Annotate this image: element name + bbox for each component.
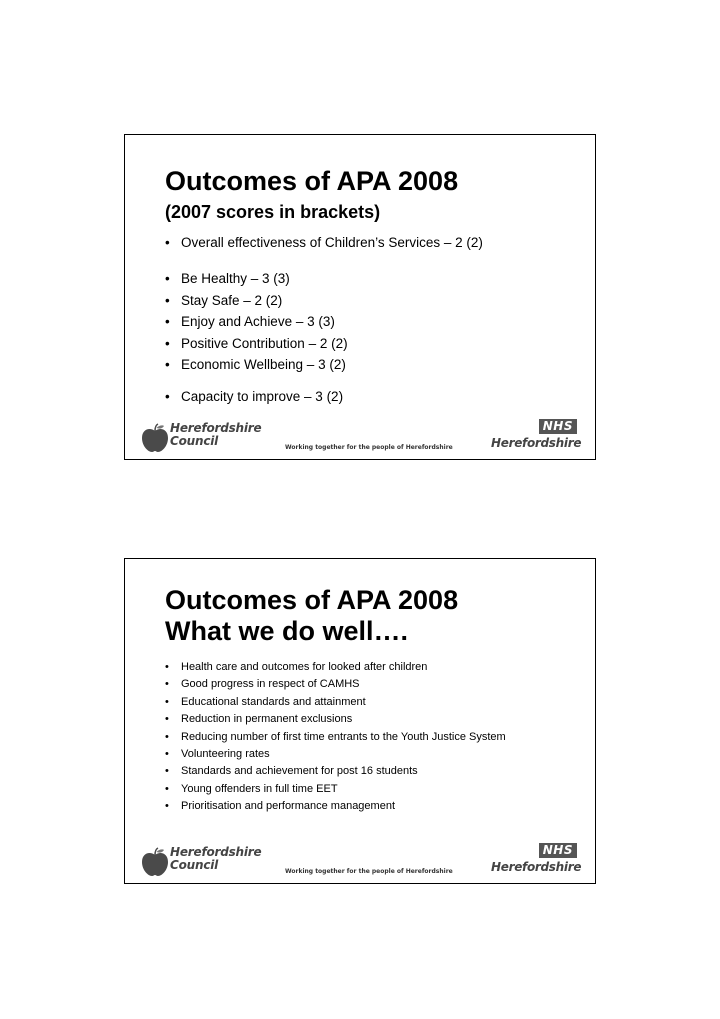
herefordshire-council-logo bbox=[141, 843, 261, 877]
list-item: • Prioritisation and performance management bbox=[165, 798, 506, 815]
slide-title-line1: Outcomes of APA 2008 bbox=[165, 585, 459, 615]
list-item: • Young offenders in full time EET bbox=[165, 781, 506, 798]
list-item: • Capacity to improve – 3 (2) bbox=[165, 389, 343, 405]
bullet-list bbox=[165, 235, 483, 251]
list-item: • Good progress in respect of CAMHS bbox=[165, 676, 506, 693]
slide-title-line2: What we do well…. bbox=[165, 616, 409, 646]
list-item: • Reduction in permanent exclusions bbox=[165, 711, 506, 728]
slide-footer bbox=[125, 409, 595, 459]
footer-tagline: Working together for the people of Herefordshire bbox=[285, 444, 453, 451]
council-name-line1: Herefordshire bbox=[170, 845, 262, 859]
slide-title: Outcomes of APA 2008 bbox=[165, 166, 459, 196]
slide-2 bbox=[124, 558, 596, 884]
council-name-line2: Council bbox=[170, 434, 219, 448]
nhs-trust-name: Herefordshire bbox=[491, 860, 582, 874]
list-item: • Enjoy and Achieve – 3 (3) bbox=[165, 314, 348, 336]
nhs-logo bbox=[491, 841, 582, 877]
slide-1 bbox=[124, 134, 596, 460]
list-item: • Positive Contribution – 2 (2) bbox=[165, 336, 348, 358]
bullet-list bbox=[165, 389, 343, 405]
council-name-line2: Council bbox=[170, 858, 219, 872]
list-item: • Health care and outcomes for looked after children bbox=[165, 659, 506, 676]
list-item: • Economic Wellbeing – 3 (2) bbox=[165, 357, 348, 379]
bullet-list bbox=[165, 271, 348, 379]
bullet-list bbox=[165, 659, 506, 816]
list-item: • Be Healthy – 3 (3) bbox=[165, 271, 348, 293]
slide-subtitle: (2007 scores in brackets) bbox=[165, 202, 381, 222]
list-item: • Standards and achievement for post 16 students bbox=[165, 763, 506, 780]
nhs-logo bbox=[491, 417, 582, 453]
nhs-trust-name: Herefordshire bbox=[491, 436, 582, 450]
list-item: • Stay Safe – 2 (2) bbox=[165, 293, 348, 315]
herefordshire-council-logo bbox=[141, 419, 261, 453]
apple-icon bbox=[141, 423, 169, 453]
council-name-line1: Herefordshire bbox=[170, 421, 262, 435]
slide-footer bbox=[125, 833, 595, 883]
apple-icon bbox=[141, 847, 169, 877]
nhs-badge: NHS bbox=[539, 843, 577, 858]
list-item: • Reducing number of first time entrants to the Youth Justice System bbox=[165, 729, 506, 746]
list-item: • Overall effectiveness of Children’s Services – 2 (2) bbox=[165, 235, 483, 251]
list-item: • Volunteering rates bbox=[165, 746, 506, 763]
slide-title bbox=[165, 585, 458, 647]
nhs-badge: NHS bbox=[539, 419, 577, 434]
footer-tagline: Working together for the people of Herefordshire bbox=[285, 868, 453, 875]
list-item: • Educational standards and attainment bbox=[165, 694, 506, 711]
